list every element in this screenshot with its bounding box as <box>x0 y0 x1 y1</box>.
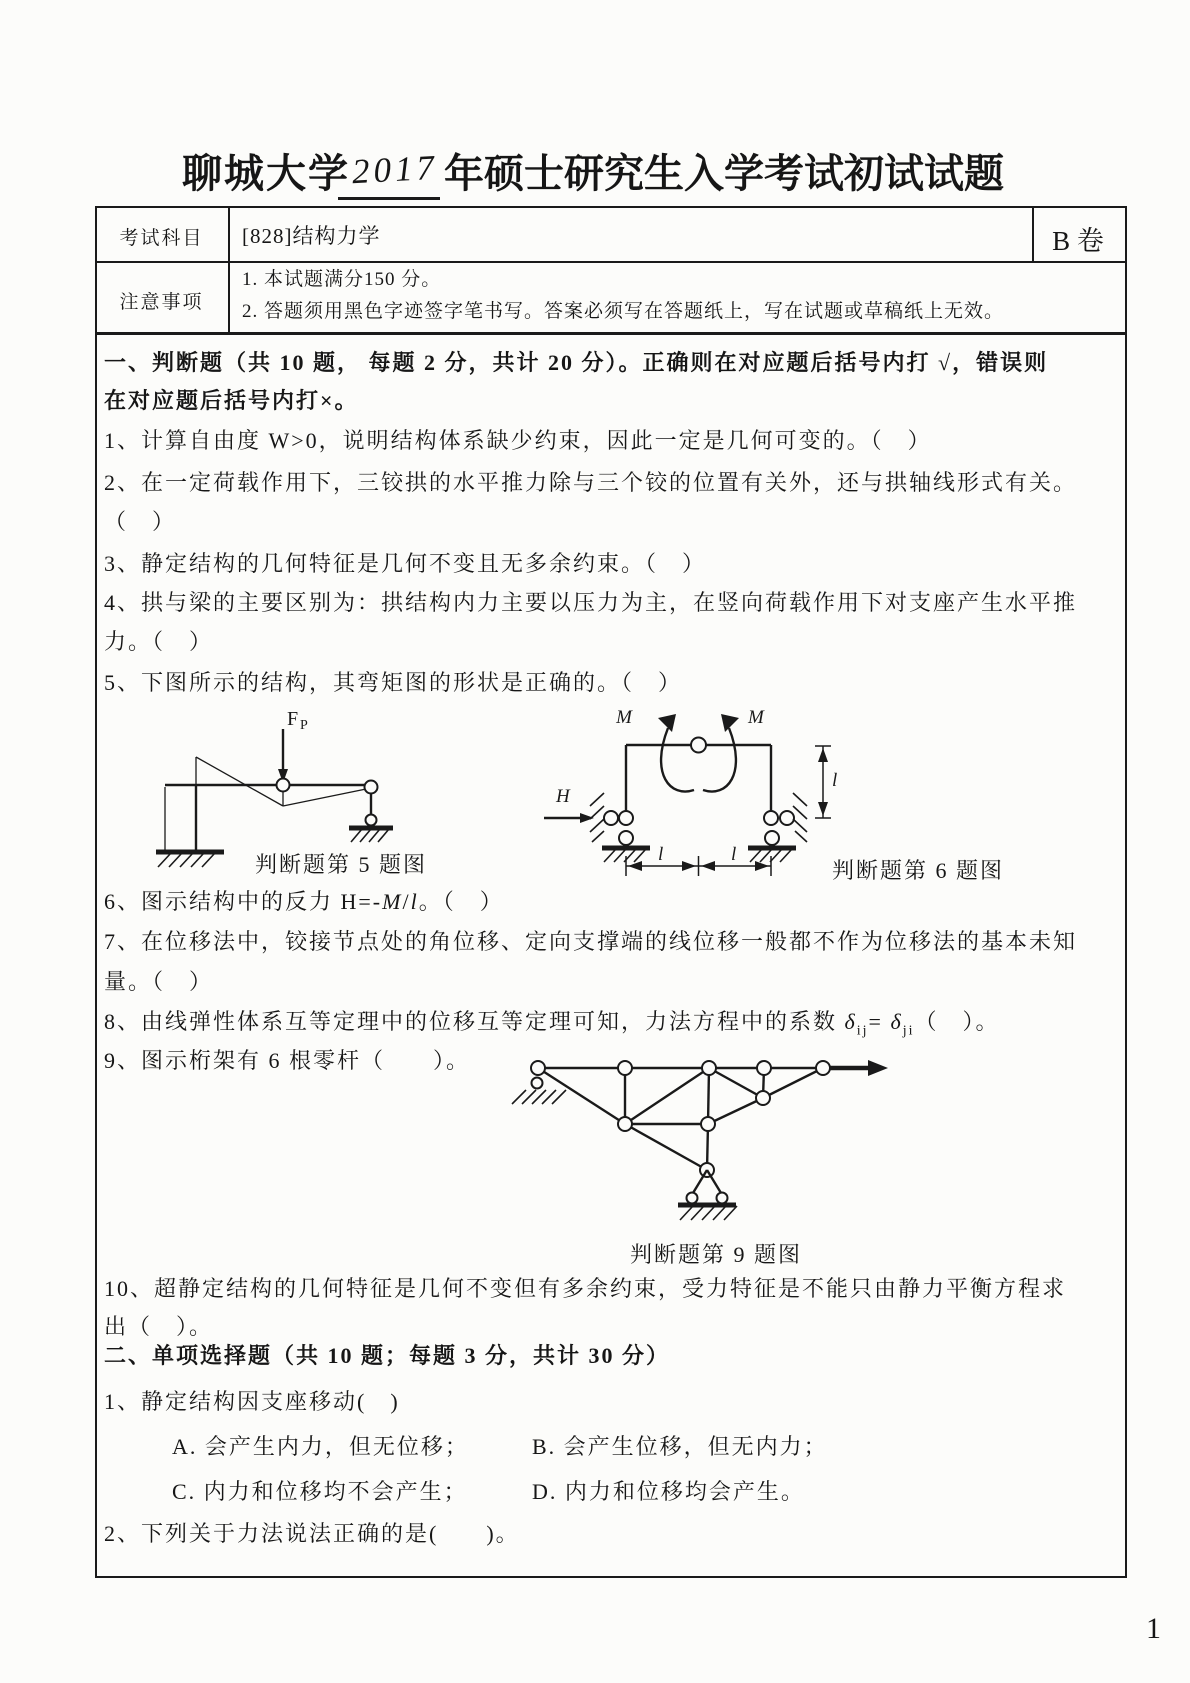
s1-q6 <box>104 887 504 917</box>
q8-delta-1: δ <box>844 1009 857 1034</box>
dim-height-label: l <box>832 770 838 791</box>
q6-var-M: M <box>382 889 403 914</box>
page-title-university: 聊城大学 <box>182 151 350 196</box>
table-label-col-divider <box>228 206 230 334</box>
subject-label-cell: 考试科目 <box>119 228 204 249</box>
handwritten-year: 2017 <box>351 147 439 192</box>
q8-sub-2: ji <box>902 1023 915 1039</box>
s1-q2-line2: （ ） <box>104 509 177 534</box>
s2-q1-option-c: C. 内力和位移均不会产生； <box>172 1479 468 1504</box>
notes-label-cell: 注意事项 <box>119 292 204 313</box>
truss-members <box>538 1068 823 1170</box>
s1-q5: 5、下图所示的结构，其弯矩图的形状是正确的。（ ） <box>104 670 683 695</box>
q8-equals: = <box>868 1009 891 1034</box>
q8-text-pre: 8、由线弹性体系互等定理中的位移互等定理可知，力法方程中的系数 <box>104 1009 845 1034</box>
dim-bottom-left-label: l <box>658 844 664 865</box>
note-line-1: 1. 本试题满分150 分。 <box>242 269 442 290</box>
moment-label-left: M <box>616 707 632 728</box>
s2-q1-option-d: D. 内力和位移均会产生。 <box>532 1479 805 1504</box>
moment-arrow-left <box>658 714 694 792</box>
table-row-divider <box>95 261 1125 263</box>
s1-q10-line1: 10、超静定结构的几何特征是几何不变但有多余约束，受力特征是不能只由静力平衡方程求 <box>104 1276 1067 1301</box>
fp-label: F <box>287 708 299 730</box>
subject-value-cell: [828]结构力学 <box>242 224 381 248</box>
fig5-caption: 判断题第 5 题图 <box>255 852 428 877</box>
s1-q4-line1: 4、拱与梁的主要区别为：拱结构内力主要以压力为主，在竖向荷载作用下对支座产生水平推 <box>104 590 1078 615</box>
q8-delta-2: δ <box>890 1009 903 1034</box>
dim-bottom-right-label: l <box>731 844 737 865</box>
section1-heading-line2: 在对应题后括号内打×。 <box>104 388 359 413</box>
q6-var-l: l <box>410 889 419 914</box>
s1-q10-line2: 出（ ）。 <box>104 1314 214 1339</box>
dim-height <box>815 746 831 818</box>
moment-arrow-right <box>703 714 739 792</box>
load-arrow-fp <box>278 729 288 783</box>
page-title-rest: 年硕士研究生入学考试初试试题 <box>444 151 1004 196</box>
s1-q4-line2: 力。（ ） <box>104 629 214 654</box>
q8-sub-1: ij <box>856 1023 869 1039</box>
section2-heading: 二、单项选择题（共 10 题；每题 3 分，共计 30 分） <box>104 1343 671 1368</box>
paper-version-cell: B 卷 <box>1052 226 1104 256</box>
fixed-base-support <box>156 852 224 867</box>
s1-q2-line1: 2、在一定荷载作用下，三铰拱的水平推力除与三个铰的位置有关外，还与拱轴线形式有关。 <box>104 470 1078 495</box>
truss-joints <box>531 1061 830 1177</box>
q6-slash: / <box>402 889 411 914</box>
right-roller-support <box>748 793 807 862</box>
crown-hinge <box>691 738 706 753</box>
left-roller-support <box>590 793 650 862</box>
truss-load-arrow <box>823 1060 888 1076</box>
fig6-caption: 判断题第 6 题图 <box>832 858 1005 883</box>
q6-text-pre: 6、图示结构中的反力 H=- <box>104 889 383 914</box>
figure-q9-truss <box>500 1040 920 1230</box>
s2-q1-option-b: B. 会产生位移，但无内力； <box>532 1434 828 1459</box>
q6-text-post: 。（ ） <box>418 889 504 914</box>
fp-sub-label: P <box>300 718 308 733</box>
s1-q3: 3、静定结构的几何特征是几何不变且无多余约束。（ ） <box>104 551 707 576</box>
s1-q7-line1: 7、在位移法中，铰接节点处的角位移、定向支撑端的线位移一般都不作为位移法的基本未知 <box>104 929 1078 954</box>
note-line-2: 2. 答题须用黑色字迹签字笔书写。答案必须写在答题纸上，写在试题或草稿纸上无效。 <box>242 301 1005 322</box>
s2-q1: 1、静定结构因支座移动( ) <box>104 1389 400 1414</box>
s1-q1: 1、计算自由度 W>0，说明结构体系缺少约束，因此一定是几何可变的。（ ） <box>104 428 932 453</box>
moment-label-right: M <box>748 707 764 728</box>
fig9-caption: 判断题第 9 题图 <box>630 1242 803 1267</box>
section1-heading-line1: 一、判断题（共 10 题， 每题 2 分，共计 20 分）。正确则在对应题后括号内打 √，错误则 <box>104 350 1049 375</box>
s2-q1-option-a: A. 会产生内力，但无位移； <box>172 1434 469 1459</box>
s2-q2: 2、下列关于力法说法正确的是( )。 <box>104 1521 520 1546</box>
s1-q9: 9、图示桁架有 6 根零杆（ ）。 <box>104 1048 471 1073</box>
h-force-arrow <box>544 813 594 823</box>
h-force-label: H <box>556 786 570 807</box>
page-number: 1 <box>1146 1612 1161 1645</box>
right-link-support <box>349 794 393 843</box>
q8-text-post: （ ）。 <box>914 1009 1000 1034</box>
year-underline <box>338 197 440 200</box>
right-hinge <box>365 781 378 794</box>
table-bottom-divider <box>95 332 1125 335</box>
dim-bottom <box>626 856 771 876</box>
s1-q7-line2: 量。（ ） <box>104 969 214 994</box>
mid-hinge <box>277 779 290 792</box>
